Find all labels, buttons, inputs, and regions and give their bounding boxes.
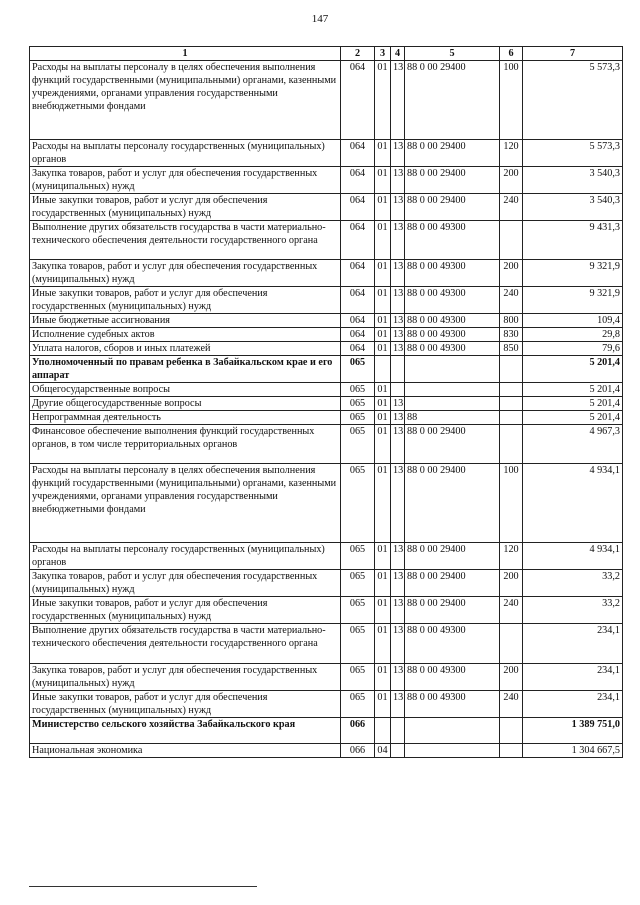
row-amount: 4 934,1 — [523, 543, 623, 570]
row-subsection-code: 13 — [391, 624, 405, 664]
row-name: Выполнение других обязательств государства в части материально-технического обеспечения деятельности государственного органа — [30, 624, 341, 664]
row-subsection-code — [391, 744, 405, 758]
row-expense-type: 100 — [500, 61, 523, 140]
column-header: 6 — [500, 47, 523, 61]
row-expense-type: 240 — [500, 287, 523, 314]
row-target-article: 88 0 00 29400 — [405, 597, 500, 624]
row-expense-type: 120 — [500, 140, 523, 167]
row-admin-code: 066 — [341, 718, 375, 744]
row-amount: 5 201,4 — [523, 411, 623, 425]
table-row — [30, 425, 623, 464]
table-row — [30, 140, 623, 167]
row-target-article: 88 — [405, 411, 500, 425]
row-subsection-code: 13 — [391, 411, 405, 425]
row-admin-code: 064 — [341, 167, 375, 194]
row-name: Иные закупки товаров, работ и услуг для обеспечения государственных (муниципальных) нужд — [30, 691, 341, 718]
row-target-article — [405, 718, 500, 744]
row-section-code: 01 — [375, 425, 391, 464]
table-row — [30, 61, 623, 140]
column-header: 5 — [405, 47, 500, 61]
row-subsection-code: 13 — [391, 664, 405, 691]
row-expense-type: 800 — [500, 314, 523, 328]
row-expense-type: 240 — [500, 691, 523, 718]
budget-table — [29, 46, 623, 758]
row-amount: 1 304 667,5 — [523, 744, 623, 758]
column-header: 7 — [523, 47, 623, 61]
table-row — [30, 543, 623, 570]
row-name: Иные закупки товаров, работ и услуг для обеспечения государственных (муниципальных) нужд — [30, 194, 341, 221]
row-amount: 234,1 — [523, 664, 623, 691]
row-section-code: 01 — [375, 221, 391, 260]
row-target-article: 88 0 00 49300 — [405, 624, 500, 664]
row-subsection-code: 13 — [391, 342, 405, 356]
row-target-article — [405, 397, 500, 411]
row-section-code: 01 — [375, 140, 391, 167]
row-name: Непрограммная деятельность — [30, 411, 341, 425]
table-row — [30, 664, 623, 691]
row-subsection-code — [391, 356, 405, 383]
table-row — [30, 221, 623, 260]
row-admin-code: 065 — [341, 411, 375, 425]
row-subsection-code: 13 — [391, 167, 405, 194]
row-target-article: 88 0 00 29400 — [405, 61, 500, 140]
row-name: Закупка товаров, работ и услуг для обеспечения государственных (муниципальных) нужд — [30, 570, 341, 597]
row-subsection-code — [391, 383, 405, 397]
row-amount: 234,1 — [523, 624, 623, 664]
row-expense-type: 200 — [500, 664, 523, 691]
row-admin-code: 065 — [341, 383, 375, 397]
row-expense-type: 100 — [500, 464, 523, 543]
row-admin-code: 065 — [341, 570, 375, 597]
table-row — [30, 718, 623, 744]
row-admin-code: 064 — [341, 194, 375, 221]
row-expense-type: 240 — [500, 194, 523, 221]
table-row — [30, 570, 623, 597]
row-expense-type — [500, 221, 523, 260]
table-row — [30, 597, 623, 624]
row-amount: 33,2 — [523, 597, 623, 624]
row-admin-code: 065 — [341, 425, 375, 464]
row-amount: 29,8 — [523, 328, 623, 342]
row-section-code: 01 — [375, 287, 391, 314]
row-name: Иные закупки товаров, работ и услуг для обеспечения государственных (муниципальных) нужд — [30, 597, 341, 624]
table-row — [30, 328, 623, 342]
row-expense-type: 120 — [500, 543, 523, 570]
table-row — [30, 342, 623, 356]
row-subsection-code: 13 — [391, 425, 405, 464]
row-expense-type: 200 — [500, 167, 523, 194]
row-name: Закупка товаров, работ и услуг для обеспечения государственных (муниципальных) нужд — [30, 260, 341, 287]
row-name: Уплата налогов, сборов и иных платежей — [30, 342, 341, 356]
row-section-code: 01 — [375, 597, 391, 624]
row-name: Закупка товаров, работ и услуг для обеспечения государственных (муниципальных) нужд — [30, 664, 341, 691]
row-admin-code: 066 — [341, 744, 375, 758]
row-admin-code: 064 — [341, 260, 375, 287]
row-subsection-code: 13 — [391, 314, 405, 328]
row-admin-code: 065 — [341, 597, 375, 624]
row-target-article: 88 0 00 29400 — [405, 543, 500, 570]
row-subsection-code: 13 — [391, 260, 405, 287]
row-admin-code: 065 — [341, 624, 375, 664]
row-expense-type: 200 — [500, 260, 523, 287]
row-section-code: 01 — [375, 194, 391, 221]
row-section-code: 01 — [375, 167, 391, 194]
table-body — [30, 61, 623, 758]
row-admin-code: 065 — [341, 664, 375, 691]
table-row — [30, 691, 623, 718]
table-row — [30, 194, 623, 221]
row-section-code: 01 — [375, 570, 391, 597]
column-header: 3 — [375, 47, 391, 61]
row-subsection-code: 13 — [391, 194, 405, 221]
footer-rule — [29, 886, 257, 887]
row-target-article — [405, 356, 500, 383]
row-target-article: 88 0 00 29400 — [405, 570, 500, 597]
table-row — [30, 411, 623, 425]
column-header: 2 — [341, 47, 375, 61]
page-number: 147 — [311, 13, 329, 25]
row-admin-code: 065 — [341, 691, 375, 718]
row-amount: 9 431,3 — [523, 221, 623, 260]
row-amount: 5 573,3 — [523, 140, 623, 167]
row-admin-code: 064 — [341, 328, 375, 342]
row-subsection-code: 13 — [391, 597, 405, 624]
row-expense-type: 830 — [500, 328, 523, 342]
row-target-article: 88 0 00 49300 — [405, 221, 500, 260]
row-expense-type — [500, 425, 523, 464]
row-amount: 3 540,3 — [523, 167, 623, 194]
row-subsection-code: 13 — [391, 570, 405, 597]
row-amount: 5 573,3 — [523, 61, 623, 140]
table-row — [30, 624, 623, 664]
row-name: Финансовое обеспечение выполнения функций государственных органов, в том числе территориальных органов — [30, 425, 341, 464]
row-amount: 234,1 — [523, 691, 623, 718]
row-name: Исполнение судебных актов — [30, 328, 341, 342]
row-section-code: 01 — [375, 691, 391, 718]
row-amount: 5 201,4 — [523, 356, 623, 383]
row-expense-type — [500, 356, 523, 383]
row-admin-code: 065 — [341, 397, 375, 411]
row-amount: 109,4 — [523, 314, 623, 328]
row-expense-type — [500, 397, 523, 411]
row-section-code: 01 — [375, 464, 391, 543]
row-expense-type: 200 — [500, 570, 523, 597]
table-row — [30, 383, 623, 397]
row-section-code: 01 — [375, 624, 391, 664]
row-subsection-code: 13 — [391, 397, 405, 411]
row-subsection-code: 13 — [391, 140, 405, 167]
row-target-article: 88 0 00 49300 — [405, 328, 500, 342]
row-target-article: 88 0 00 29400 — [405, 167, 500, 194]
row-expense-type: 240 — [500, 597, 523, 624]
row-amount: 4 934,1 — [523, 464, 623, 543]
table-row — [30, 464, 623, 543]
column-header: 4 — [391, 47, 405, 61]
row-name: Другие общегосударственные вопросы — [30, 397, 341, 411]
row-name: Национальная экономика — [30, 744, 341, 758]
row-expense-type — [500, 624, 523, 664]
row-section-code: 01 — [375, 314, 391, 328]
row-amount: 1 389 751,0 — [523, 718, 623, 744]
row-section-code: 01 — [375, 383, 391, 397]
row-expense-type — [500, 744, 523, 758]
row-target-article: 88 0 00 49300 — [405, 664, 500, 691]
row-name: Уполномоченный по правам ребенка в Забайкальском крае и его аппарат — [30, 356, 341, 383]
row-target-article — [405, 744, 500, 758]
row-section-code: 01 — [375, 664, 391, 691]
row-target-article: 88 0 00 49300 — [405, 691, 500, 718]
row-name: Общегосударственные вопросы — [30, 383, 341, 397]
table-row — [30, 287, 623, 314]
row-expense-type — [500, 411, 523, 425]
row-subsection-code: 13 — [391, 61, 405, 140]
row-section-code — [375, 356, 391, 383]
row-section-code: 01 — [375, 260, 391, 287]
row-section-code: 01 — [375, 397, 391, 411]
row-name: Иные закупки товаров, работ и услуг для обеспечения государственных (муниципальных) нужд — [30, 287, 341, 314]
row-admin-code: 064 — [341, 314, 375, 328]
row-target-article: 88 0 00 29400 — [405, 464, 500, 543]
row-amount: 33,2 — [523, 570, 623, 597]
table-row — [30, 356, 623, 383]
column-header: 1 — [30, 47, 341, 61]
row-target-article: 88 0 00 49300 — [405, 287, 500, 314]
row-section-code: 01 — [375, 61, 391, 140]
row-name: Министерство сельского хозяйства Забайкальского края — [30, 718, 341, 744]
table-header-row — [30, 47, 623, 61]
row-amount: 5 201,4 — [523, 397, 623, 411]
row-admin-code: 064 — [341, 287, 375, 314]
row-section-code: 01 — [375, 342, 391, 356]
row-amount: 79,6 — [523, 342, 623, 356]
row-subsection-code: 13 — [391, 221, 405, 260]
row-admin-code: 064 — [341, 221, 375, 260]
row-subsection-code — [391, 718, 405, 744]
row-name: Иные бюджетные ассигнования — [30, 314, 341, 328]
table-row — [30, 397, 623, 411]
row-admin-code: 065 — [341, 543, 375, 570]
row-amount: 9 321,9 — [523, 260, 623, 287]
row-section-code: 01 — [375, 328, 391, 342]
row-target-article: 88 0 00 29400 — [405, 425, 500, 464]
row-subsection-code: 13 — [391, 328, 405, 342]
row-section-code: 01 — [375, 411, 391, 425]
row-amount: 5 201,4 — [523, 383, 623, 397]
table-row — [30, 260, 623, 287]
row-name: Расходы на выплаты персоналу в целях обеспечения выполнения функций государственными (муниципальными) органами, казенными учреждениями, органами управления государственными внебюджетными фондами — [30, 61, 341, 140]
table-row — [30, 744, 623, 758]
row-amount: 3 540,3 — [523, 194, 623, 221]
row-target-article: 88 0 00 29400 — [405, 194, 500, 221]
row-name: Закупка товаров, работ и услуг для обеспечения государственных (муниципальных) нужд — [30, 167, 341, 194]
row-admin-code: 064 — [341, 140, 375, 167]
row-name: Расходы на выплаты персоналу государственных (муниципальных) органов — [30, 543, 341, 570]
row-section-code — [375, 718, 391, 744]
row-target-article: 88 0 00 49300 — [405, 260, 500, 287]
row-admin-code: 065 — [341, 464, 375, 543]
row-amount: 4 967,3 — [523, 425, 623, 464]
row-subsection-code: 13 — [391, 543, 405, 570]
row-amount: 9 321,9 — [523, 287, 623, 314]
row-expense-type — [500, 718, 523, 744]
row-target-article: 88 0 00 49300 — [405, 314, 500, 328]
row-expense-type: 850 — [500, 342, 523, 356]
table-row — [30, 167, 623, 194]
row-section-code: 04 — [375, 744, 391, 758]
row-section-code: 01 — [375, 543, 391, 570]
row-admin-code: 064 — [341, 61, 375, 140]
row-subsection-code: 13 — [391, 691, 405, 718]
row-expense-type — [500, 383, 523, 397]
row-admin-code: 065 — [341, 356, 375, 383]
table-row — [30, 314, 623, 328]
row-target-article — [405, 383, 500, 397]
row-target-article: 88 0 00 49300 — [405, 342, 500, 356]
row-subsection-code: 13 — [391, 464, 405, 543]
row-admin-code: 064 — [341, 342, 375, 356]
row-name: Выполнение других обязательств государства в части материально-технического обеспечения деятельности государственного органа — [30, 221, 341, 260]
row-subsection-code: 13 — [391, 287, 405, 314]
row-name: Расходы на выплаты персоналу государственных (муниципальных) органов — [30, 140, 341, 167]
row-target-article: 88 0 00 29400 — [405, 140, 500, 167]
row-name: Расходы на выплаты персоналу в целях обеспечения выполнения функций государственными (муниципальными) органами, казенными учреждениями, органами управления государственными внебюджетными фондами — [30, 464, 341, 543]
